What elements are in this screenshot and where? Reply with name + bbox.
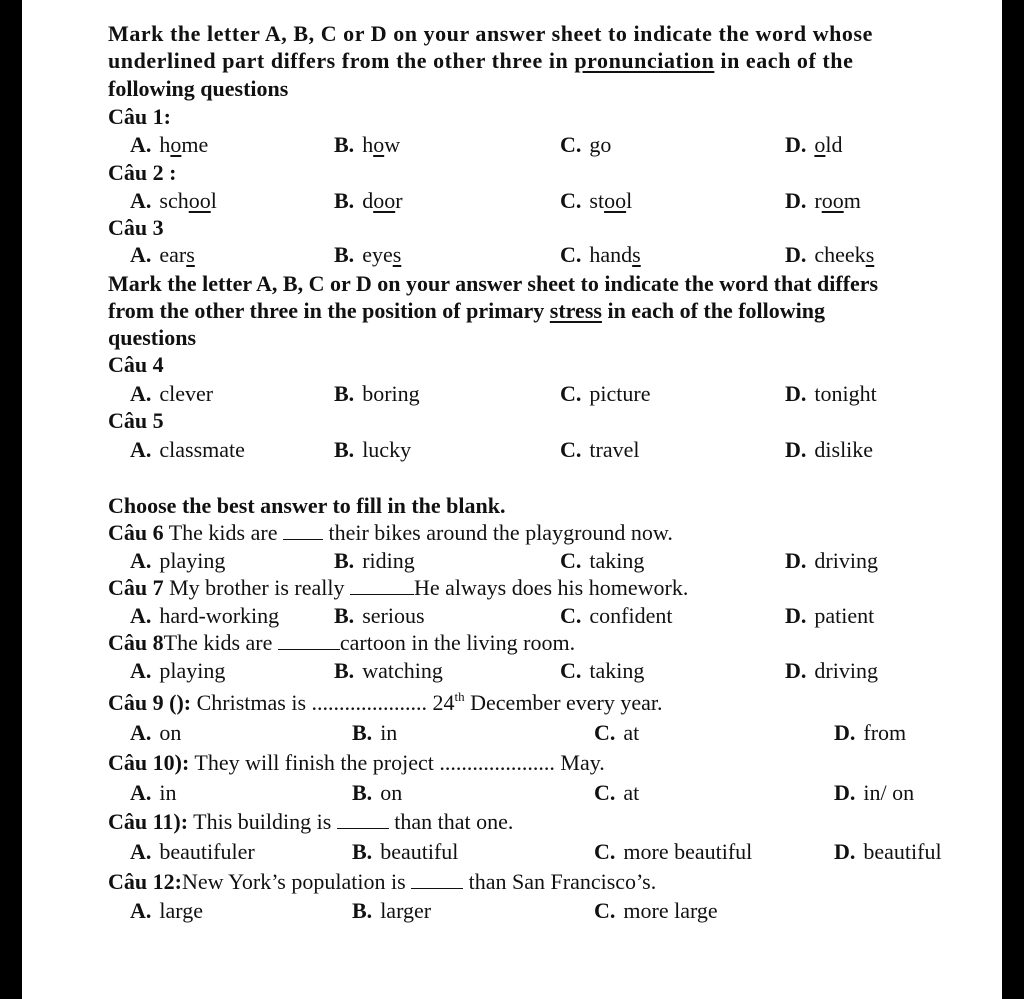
q4-option-d: D. tonight bbox=[785, 381, 877, 406]
q2-option-d: D. room bbox=[785, 188, 861, 213]
q8-option-d: D. driving bbox=[785, 658, 878, 683]
q12-option-c: C. more large bbox=[594, 898, 718, 923]
q6-option-a: A. playing bbox=[130, 548, 226, 573]
q5-option-a: A. classmate bbox=[130, 437, 245, 462]
q8-option-a: A. playing bbox=[130, 658, 226, 683]
q3-option-a: A. ears bbox=[130, 242, 195, 267]
question-2-label: Câu 2 : bbox=[108, 160, 177, 185]
q4-option-c: C. picture bbox=[560, 381, 651, 406]
question-6-stem: Câu 6 The kids are their bikes around the playground now. bbox=[108, 520, 673, 545]
question-4-label: Câu 4 bbox=[108, 352, 164, 377]
q2-option-b: B. door bbox=[334, 188, 403, 213]
q8-option-b: B. watching bbox=[334, 658, 443, 683]
question-8-stem: Câu 8The kids are cartoon in the living room. bbox=[108, 630, 576, 655]
q12-option-a: A. large bbox=[130, 898, 203, 923]
q5-option-b: B. lucky bbox=[334, 437, 412, 462]
section2-line2: from the other three in the position of primary stress in each of the following bbox=[108, 298, 826, 323]
q11-option-b: B. beautiful bbox=[352, 839, 459, 864]
q3-option-d: D. cheeks bbox=[785, 242, 875, 267]
section1-line3: following questions bbox=[108, 76, 289, 101]
q7-option-c: C. confident bbox=[560, 603, 673, 628]
q3-option-b: B. eyes bbox=[334, 242, 402, 267]
q12-blank bbox=[411, 870, 463, 889]
q11-option-d: D. beautiful bbox=[834, 839, 942, 864]
question-9-stem: Câu 9 (): Christmas is ..................... 24th December every year. bbox=[108, 689, 663, 715]
q3-option-c: C. hands bbox=[560, 242, 641, 267]
q2-option-c: C. stool bbox=[560, 188, 633, 213]
question-12-stem: Câu 12:New York’s population is than San Francisco’s. bbox=[108, 869, 657, 894]
section1-line1: Mark the letter A, B, C or D on your answer sheet to indicate the word whose bbox=[108, 21, 873, 46]
question-3-label: Câu 3 bbox=[108, 215, 164, 240]
q5-option-c: C. travel bbox=[560, 437, 640, 462]
section1-line2: underlined part differs from the other three in pronunciation in each of the bbox=[108, 48, 854, 73]
q6-option-c: C. taking bbox=[560, 548, 645, 573]
q9-option-c: C. at bbox=[594, 720, 640, 745]
q5-option-d: D. dislike bbox=[785, 437, 874, 462]
section2-line1: Mark the letter A, B, C or D on your answer sheet to indicate the word that differs bbox=[108, 271, 879, 296]
question-7-stem: Câu 7 My brother is really He always does his homework. bbox=[108, 575, 689, 600]
q8-option-c: C. taking bbox=[560, 658, 645, 683]
section3-title: Choose the best answer to fill in the blank. bbox=[108, 493, 506, 518]
section2-line3: questions bbox=[108, 325, 197, 350]
question-11-stem: Câu 11): This building is than that one. bbox=[108, 809, 514, 834]
q7-option-b: B. serious bbox=[334, 603, 425, 628]
question-1-label: Câu 1: bbox=[108, 104, 171, 129]
q1-option-c: C. go bbox=[560, 132, 612, 157]
q10-option-b: B. on bbox=[352, 780, 403, 805]
q1-option-a: A. home bbox=[130, 132, 209, 157]
q7-option-a: A. hard-working bbox=[130, 603, 280, 628]
q1-option-d: D. old bbox=[785, 132, 843, 157]
q6-option-d: D. driving bbox=[785, 548, 878, 573]
q4-option-b: B. boring bbox=[334, 381, 420, 406]
q11-blank bbox=[337, 810, 389, 829]
q7-option-d: D. patient bbox=[785, 603, 875, 628]
q6-blank bbox=[283, 521, 323, 540]
q11-option-c: C. more beautiful bbox=[594, 839, 753, 864]
q9-option-b: B. in bbox=[352, 720, 398, 745]
q4-option-a: A. clever bbox=[130, 381, 214, 406]
q10-option-c: C. at bbox=[594, 780, 640, 805]
q6-option-b: B. riding bbox=[334, 548, 415, 573]
question-5-label: Câu 5 bbox=[108, 408, 164, 433]
worksheet-page bbox=[22, 0, 1002, 999]
q12-option-b: B. larger bbox=[352, 898, 432, 923]
q9-option-d: D. from bbox=[834, 720, 907, 745]
q1-option-b: B. how bbox=[334, 132, 401, 157]
question-10-stem: Câu 10): They will finish the project ..................... May. bbox=[108, 750, 605, 775]
q2-option-a: A. school bbox=[130, 188, 217, 213]
q7-blank bbox=[350, 576, 414, 595]
q11-option-a: A. beautifuler bbox=[130, 839, 255, 864]
q9-option-a: A. on bbox=[130, 720, 182, 745]
q10-option-d: D. in/ on bbox=[834, 780, 915, 805]
q8-blank bbox=[278, 631, 340, 650]
q10-option-a: A. in bbox=[130, 780, 177, 805]
